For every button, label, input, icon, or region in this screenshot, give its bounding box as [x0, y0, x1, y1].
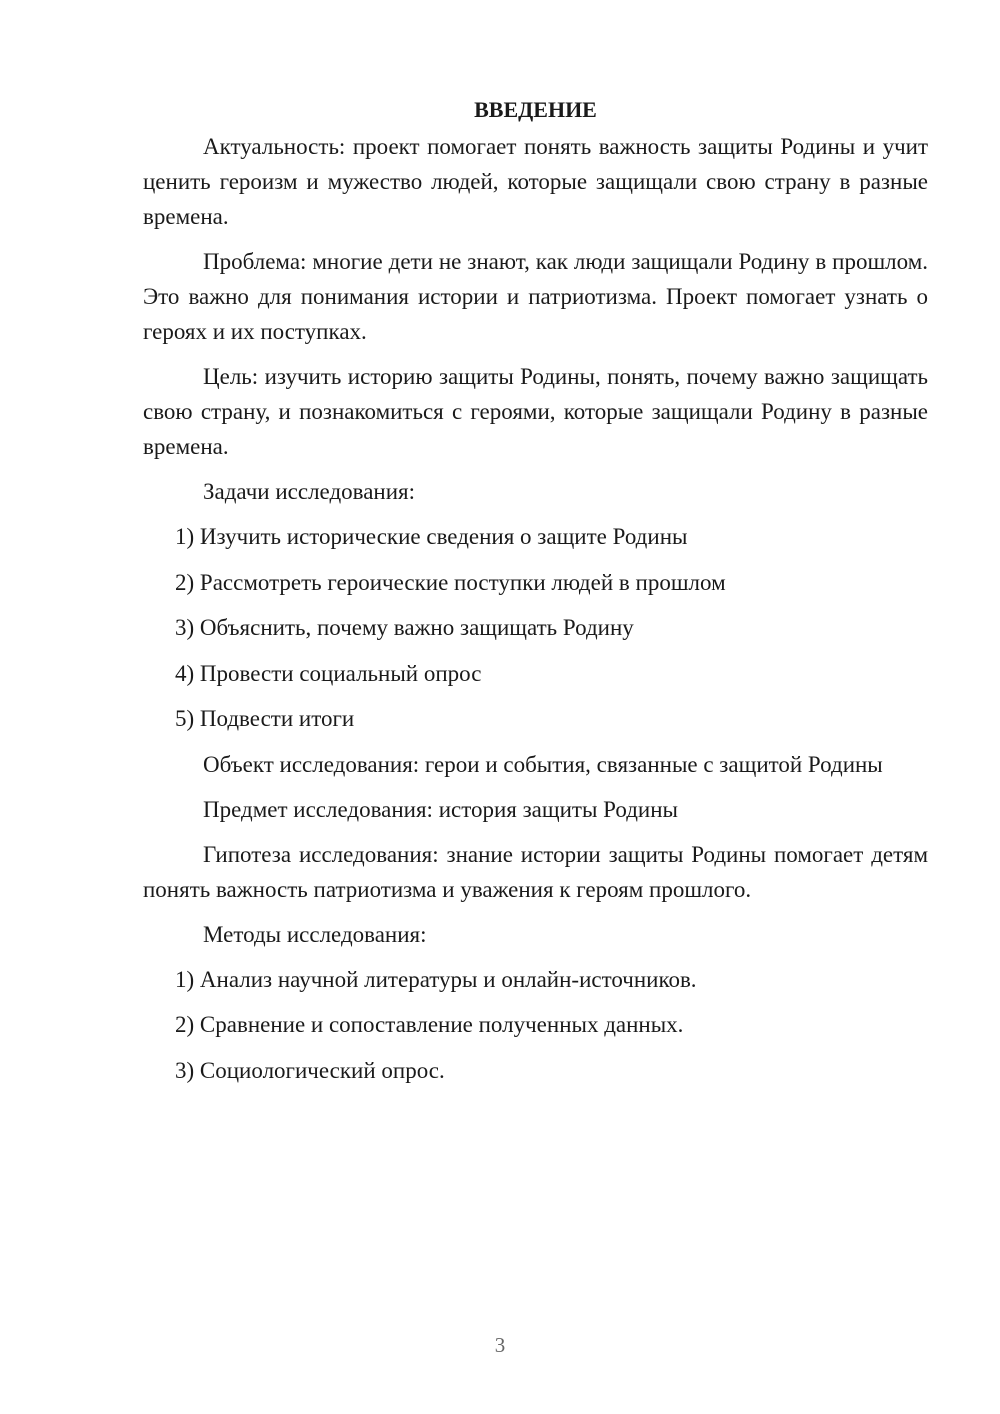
document-content	[143, 92, 928, 1098]
methods-list	[143, 962, 928, 1088]
task-item: 5) Подвести итоги	[175, 706, 355, 731]
tasks-list	[143, 519, 928, 736]
method-item: 3) Социологический опрос.	[175, 1057, 445, 1083]
subject-paragraph: Предмет исследования: история защиты Родины	[203, 796, 678, 822]
methods-heading: Методы исследования:	[203, 921, 427, 947]
hypothesis-paragraph: Гипотеза исследования: знание истории защиты Родины помогает детям понять важность патриотизма и уважения к героям прошлого.	[143, 841, 928, 902]
task-item: 3) Объяснить, почему важно защищать Родину	[175, 615, 634, 640]
page-number: 3	[494, 1333, 506, 1357]
task-item: 4) Провести социальный опрос	[175, 660, 482, 686]
page-title: ВВЕДЕНИЕ	[474, 97, 597, 122]
task-item: 1) Изучить исторические сведения о защите Родины	[175, 524, 688, 549]
task-item: 2) Рассмотреть героические поступки людей в прошлом	[175, 569, 726, 595]
problem-paragraph: Проблема: многие дети не знают, как люди защищали Родину в прошлом. Это важно для понимания истории и патриотизма. Проект помогает узнать о героях и их поступках.	[143, 249, 928, 344]
object-paragraph: Объект исследования: герои и события, связанные с защитой Родины	[203, 751, 883, 777]
goal-paragraph: Цель: изучить историю защиты Родины, понять, почему важно защищать свою страну, и познакомиться с героями, которые защищали Родину в разные времена.	[143, 364, 928, 459]
method-item: 1) Анализ научной литературы и онлайн-источников.	[175, 966, 697, 992]
tasks-heading: Задачи исследования:	[203, 479, 416, 504]
method-item: 2) Сравнение и сопоставление полученных данных.	[175, 1012, 684, 1037]
relevance-paragraph: Актуальность: проект помогает понять важность защиты Родины и учит ценить героизм и мужество людей, которые защищали свою страну в разные времена.	[143, 134, 928, 229]
